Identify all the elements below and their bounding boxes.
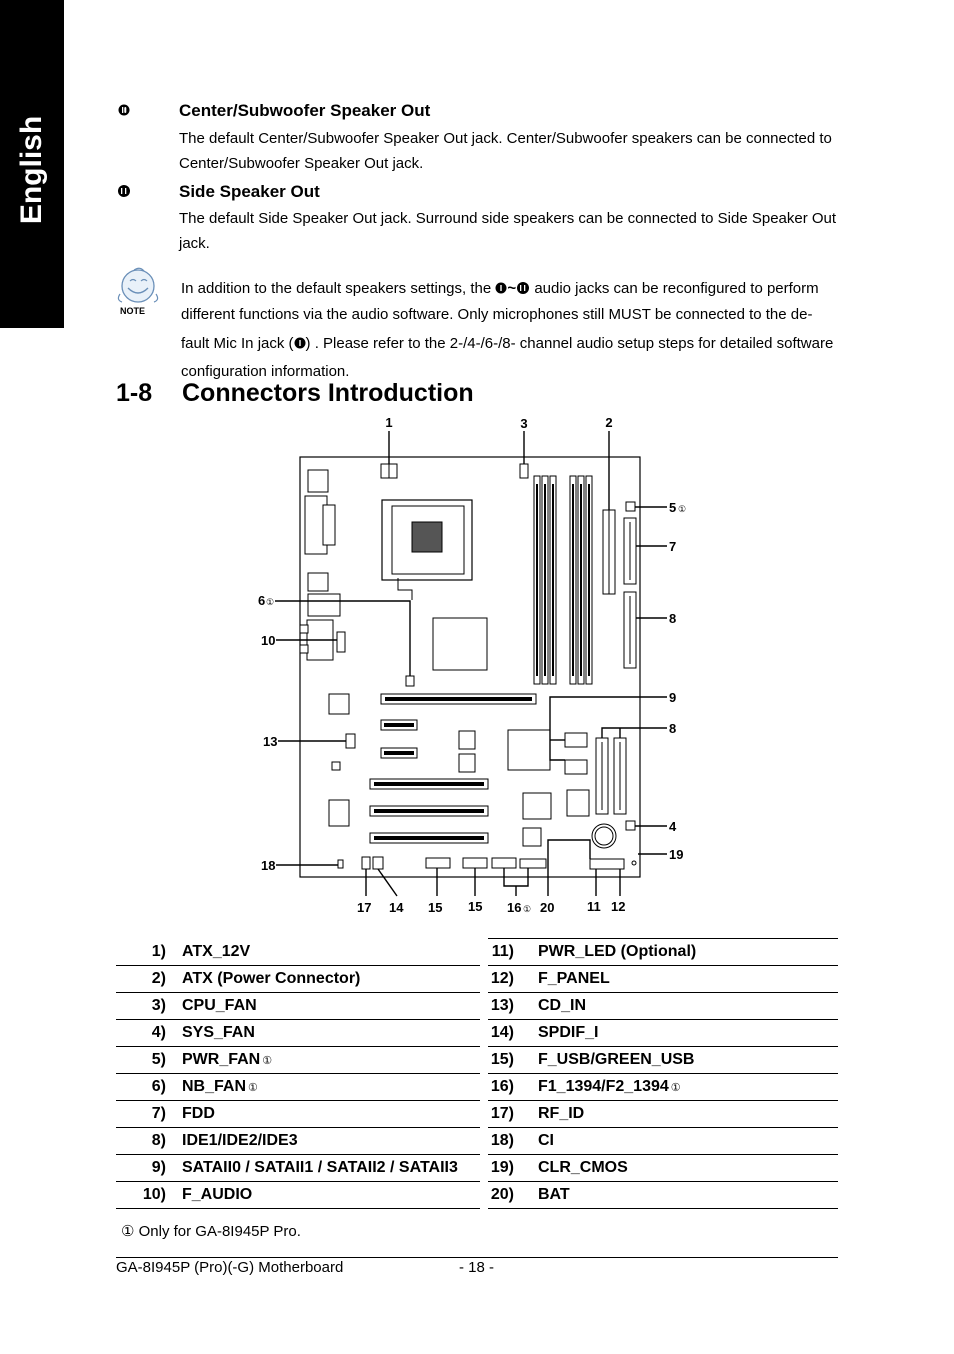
cell-text: IDE1/IDE2/IDE3 [182,1132,298,1149]
table-gap [480,966,488,993]
connector-number [488,993,514,1020]
connector-number [488,1020,514,1047]
table-gap [480,1155,488,1182]
connector-name [166,1020,480,1047]
cell-text: 20) [490,1186,514,1203]
table-row [116,1047,838,1074]
page-number: - 18 - [459,1259,495,1276]
cell-text: SATAII0 / SATAII1 / SATAII2 / SATAII3 [182,1159,458,1176]
connector-name [514,1182,838,1209]
cell-text: FDD [182,1105,215,1122]
connector-number [116,1101,166,1128]
diagram-label: 15 [428,900,443,915]
diagram-label: 12 [611,899,626,914]
diagram-label: 16 [507,900,522,915]
cell-text: 9) [151,1159,166,1176]
motherboard-layout-diagram [250,410,700,925]
note-face-icon [114,266,164,318]
item-body: The default Center/Subwoofer Speaker Out jack. Center/Subwoofer speakers can be connected to Center/Subwoofer Speaker Out jack. [179,130,832,172]
table-gap [480,1020,488,1047]
connector-name [166,1182,480,1209]
cell-text: PWR_FAN [182,1051,261,1068]
diagram-label: 11 [587,899,601,914]
table-gap [480,1074,488,1101]
connector-number [116,1182,166,1209]
connector-number [488,1101,514,1128]
diagram-label: 8 [669,721,677,736]
table-row [116,1101,838,1128]
footer-rule [116,1257,838,1258]
cell-text: 8) [151,1132,166,1149]
cell-text: 3) [151,997,166,1014]
diagram-label: 10 [261,633,276,648]
section-number: 1-8 [116,379,153,407]
cell-text: 16) [490,1078,514,1095]
cell-text: 10) [142,1186,166,1203]
item-title: Side Speaker Out [179,182,320,201]
diagram-label: 2 [605,415,613,430]
cell-text: ATX_12V [182,942,251,960]
cell-text: 19) [490,1159,514,1176]
connector-number [116,939,166,966]
cell-text: CD_IN [538,997,587,1014]
diagram-label: 13 [263,734,278,749]
circled-number-10-icon [118,104,130,119]
cell-text: 11) [491,943,514,960]
note-text: In addition to the default speakers settings, the ~ audio jacks can be reconfigured to perform different functions via the audio software. Only microphones still MUST be connected to the de- [181,276,839,327]
connector-name [514,1047,838,1074]
cell-text: SYS_FAN [182,1024,255,1041]
table-gap [480,1047,488,1074]
cell-text: PWR_LED (Optional) [538,943,697,960]
section-heading [116,379,474,408]
footnote-mark: ① [262,1055,273,1067]
diagram-label: 18 [261,858,276,873]
connector-number [116,1128,166,1155]
cell-text: SPDIF_I [538,1024,599,1041]
connector-number [488,1182,514,1209]
diagram-label: 17 [357,900,372,915]
cell-text: 18) [490,1132,514,1149]
language-side-tab [0,0,64,328]
note-label: NOTE [120,306,146,316]
connector-name [166,1074,480,1101]
connector-number [488,1128,514,1155]
table-gap [480,1128,488,1155]
diagram-label: 6 [258,593,266,608]
section-title: Connectors Introduction [182,379,474,407]
cell-text: 7) [151,1105,166,1122]
connector-name [166,966,480,993]
connector-number [116,1020,166,1047]
connector-name [514,1155,838,1182]
cell-text: F1_1394/F2_1394 [538,1078,669,1095]
note-text-part: ) . Please refer to the 2-/4-/6-/8- channel audio setup steps for detailed software configuration information. [181,335,834,380]
diagram-label: 7 [669,539,677,554]
diagram-label: 4 [669,819,677,834]
cell-text: 14) [490,1024,514,1041]
table-row [116,993,838,1020]
footnote: ① Only for GA-8I945P Pro. [121,1223,301,1240]
cell-text: 6) [151,1078,166,1095]
cell-text: CPU_FAN [182,997,257,1014]
connector-name [166,1101,480,1128]
diagram-label: 20 [540,900,555,915]
cell-text: 13) [490,997,514,1014]
diagram-label: 5 [669,500,677,515]
connector-number [488,939,514,966]
cell-text: F_USB/GREEN_USB [538,1051,695,1068]
circled-number-2-icon [294,331,306,358]
cell-text: 15) [490,1051,514,1068]
cell-text: 5) [151,1051,166,1068]
cell-text: 17) [490,1105,514,1122]
connector-name [166,1128,480,1155]
connector-number [116,966,166,993]
diagram-mark: ① [266,597,275,607]
cell-text: F_PANEL [538,970,610,987]
table-gap [480,939,488,966]
note-text-2 [181,330,839,385]
connector-name [514,1101,838,1128]
table-row [116,1182,838,1209]
circled-number-11-icon [117,185,131,200]
footnote-mark: ① [248,1082,258,1094]
diagram-mark: ① [523,904,532,914]
footnote-mark: ① [670,1082,681,1094]
connector-name [166,1155,480,1182]
connector-number [116,993,166,1020]
cell-text: 4) [151,1024,166,1041]
diagram-label: 1 [385,415,393,430]
note-text-part: fault Mic In jack ( [181,335,294,352]
table-gap [480,993,488,1020]
connector-name [166,1047,480,1074]
item-title: Center/Subwoofer Speaker Out [179,101,431,120]
footer-model: GA-8I945P (Pro)(-G) Motherboard [116,1259,344,1276]
connector-name [514,1128,838,1155]
cell-text: 12) [490,970,514,987]
table-gap [480,1182,488,1209]
connector-name [166,993,480,1020]
cell-text: F_AUDIO [182,1186,253,1203]
circled-number-11-icon [516,277,530,302]
connector-number [488,1074,514,1101]
diagram-mark: ① [678,504,687,514]
cell-text: CLR_CMOS [538,1159,628,1176]
diagram-label: 3 [520,416,528,431]
connector-number [488,1155,514,1182]
connectors-table [116,938,838,1209]
side-tab-label: English [15,115,48,225]
cell-text: RF_ID [538,1105,585,1122]
circled-number-7-icon [495,277,507,302]
diagram-label: 19 [669,847,684,862]
table-gap [480,1101,488,1128]
diagram-label: 8 [669,611,677,626]
connector-name [514,1020,838,1047]
connector-number [488,1047,514,1074]
connector-name [514,939,838,966]
table-row [116,1074,838,1101]
connector-number [488,966,514,993]
connector-number [116,1074,166,1101]
cell-text: 1) [151,942,166,960]
diagram-label: 15 [468,899,483,914]
connector-name [514,993,838,1020]
item-body: The default Side Speaker Out jack. Surround side speakers can be connected to Side Speaker Out jack. [179,210,837,252]
cell-text: ATX (Power Connector) [182,970,361,987]
table-row [116,1020,838,1047]
table-row [116,1128,838,1155]
connector-name [166,939,480,966]
note-text-part: audio jacks can be reconfigured to perform different functions via the audio software. Only microphones still MUST be connected to the de- [181,280,819,323]
connector-number [116,1155,166,1182]
connector-number [116,1047,166,1074]
diagram-label: 14 [389,900,404,915]
connector-name [514,966,838,993]
note-text-part: In addition to the default speakers settings, the [181,280,492,297]
diagram-label: 9 [669,690,677,705]
connector-name [514,1074,838,1101]
table-row [116,966,838,993]
cell-text: BAT [538,1186,570,1203]
cell-text: NB_FAN [182,1078,247,1095]
cell-text: 2) [151,970,166,987]
table-row [116,939,838,966]
table-row [116,1155,838,1182]
cell-text: CI [538,1132,554,1149]
